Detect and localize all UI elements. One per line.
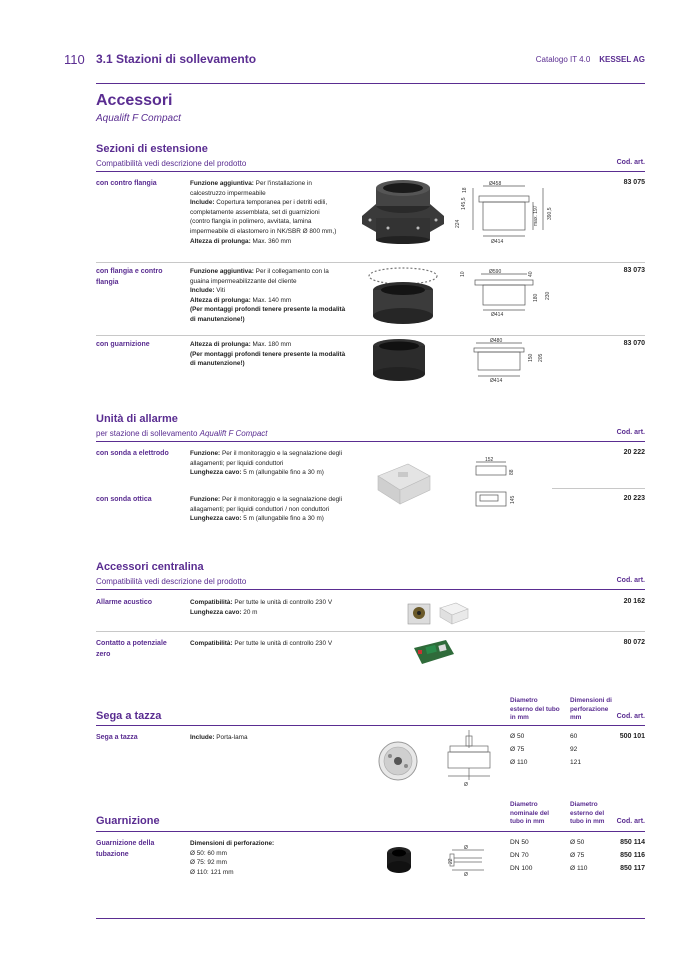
article-code: 850 116 — [620, 852, 645, 859]
cod-header-allarme: Cod. art. — [616, 429, 645, 436]
desc-line: impermeabile di elastomero in NK/SBR Ø 800 mm,) — [190, 227, 337, 235]
dim-label: Ø414 — [490, 378, 503, 384]
dim-label: 145,5 — [461, 197, 467, 210]
dim-label: 205 — [538, 353, 544, 362]
dim-label: 88 — [509, 469, 515, 475]
article-code: 850 117 — [620, 865, 645, 872]
seal-extension-photo — [370, 338, 428, 386]
potential-free-contact-photo — [410, 636, 458, 670]
desc-line: guaina impermeabilizzante del cliente — [190, 277, 297, 285]
desc-line: (Per montaggi profondi tenere presente la modalità — [190, 306, 346, 314]
row-label: Sega a tazza — [96, 734, 138, 741]
extension-flange-photo — [358, 178, 448, 244]
desc-line: Funzione aggiuntiva: Per il collegamento con la — [190, 268, 329, 275]
seal-extension-drawing — [462, 336, 552, 386]
dim-label: 180 — [533, 293, 539, 302]
article-code: 20 162 — [623, 598, 645, 605]
dim-label: Ø480 — [490, 338, 503, 344]
section-rule — [96, 831, 645, 832]
dim-label: Ø — [464, 872, 468, 878]
article-code: 83 073 — [623, 267, 645, 274]
row-description — [190, 598, 360, 617]
desc-line: Altezza di prolunga: Max. 360 mm — [190, 237, 292, 245]
company-name: KESSEL AG — [599, 55, 645, 64]
alarm-electrode-drawing — [468, 456, 518, 480]
hole-saw-drawing — [436, 728, 506, 788]
table-cell: 92 — [570, 746, 578, 753]
extension-flange-drawing — [453, 178, 553, 244]
table-cell: Ø 50 — [510, 733, 525, 740]
desc-line: di manutenzione!) — [190, 315, 245, 323]
col-header-diam: Diametro esterno del tubo in mm — [510, 697, 560, 722]
section-heading-sega: Sega a tazza — [96, 710, 162, 722]
article-code: 80 072 — [623, 639, 645, 646]
article-code: 850 114 — [620, 839, 645, 846]
cod-header-guarnizione: Cod. art. — [616, 818, 645, 825]
row-description — [190, 449, 360, 478]
section-rule — [96, 725, 645, 726]
desc-line: Dimensioni di perforazione: — [190, 840, 275, 847]
article-code: 83 070 — [623, 340, 645, 347]
dim-label: Ø458 — [489, 181, 502, 187]
catalog-info — [536, 55, 645, 64]
row-divider — [96, 262, 645, 263]
row-label: con sonda ottica — [96, 496, 152, 503]
article-code: 83 075 — [623, 179, 645, 186]
catalog-label: Catalogo IT 4.0 — [535, 55, 591, 64]
desc-line: allagamenti; per liquidi conduttori / non conduttori — [190, 505, 330, 513]
dim-label: 150 — [528, 353, 534, 362]
section-heading-sezioni: Sezioni di estensione — [96, 143, 208, 155]
col-header-perf: Dimensioni di perforazione mm — [570, 697, 612, 722]
dim-label: 18 — [462, 187, 468, 193]
section-sub-centralina: Compatibilità vedi descrizione del prodotto — [96, 577, 247, 586]
dim-label: 10 — [460, 271, 466, 277]
dim-label: Ø414 — [491, 239, 504, 244]
dim-label: Ø — [464, 845, 468, 851]
desc-line: Include: Copertura temporanea per i detriti edili, — [190, 199, 328, 207]
desc-line: Lunghezza cavo: 5 m (allungabile fino a 30 m) — [190, 515, 324, 523]
desc-line: Compatibilità: Per tutte le unità di controllo 230 V — [190, 599, 333, 606]
alarm-unit-photo — [374, 458, 434, 506]
row-description — [190, 495, 360, 524]
article-code: 20 222 — [623, 449, 645, 456]
pipe-seal-photo — [384, 844, 414, 876]
desc-line: Ø 110: 121 mm — [190, 868, 234, 876]
section-sub-sezioni: Compatibilità vedi descrizione del prodotto — [96, 159, 247, 168]
row-divider — [552, 488, 645, 489]
row-description: Include: Porta-lama — [190, 734, 248, 741]
desc-line: (Per montaggi profondi tenere presente la modalità — [190, 350, 346, 358]
row-description — [190, 267, 356, 325]
desc-line: di manutenzione!) — [190, 360, 245, 368]
row-label: Contatto a potenziale zero — [96, 640, 167, 658]
section-heading-allarme: Unità di allarme — [96, 413, 178, 425]
desc-line: Funzione: Per il monitoraggio e la segnalazione degli — [190, 496, 343, 503]
section-rule — [96, 171, 645, 172]
row-label: con flangia e contro flangia — [96, 268, 163, 286]
table-cell: Ø 50 — [570, 839, 585, 846]
desc-line: calcestruzzo impermeabile — [190, 189, 266, 197]
flange-counterflange-photo — [366, 266, 440, 328]
row-label: Guarnizione della tubazione — [96, 840, 155, 858]
table-cell: 121 — [570, 759, 582, 766]
desc-line: Ø 50: 60 mm — [190, 849, 227, 857]
col-header-external: Diametro esterno del tubo in mm — [570, 801, 605, 826]
section-rule — [96, 441, 645, 442]
alarm-optical-drawing — [468, 486, 518, 512]
table-cell: Ø 110 — [510, 759, 528, 766]
table-cell: DN 100 — [510, 865, 533, 872]
article-code: 20 223 — [623, 495, 645, 502]
table-cell: DN 70 — [510, 852, 529, 859]
dim-label: 230 — [545, 291, 551, 300]
pipe-seal-drawing — [440, 842, 490, 878]
section-rule — [96, 589, 645, 590]
cod-header-sezioni: Cod. art. — [616, 159, 645, 166]
footer-rule — [96, 918, 645, 919]
desc-line: (contro flangia in polimero, avvitata, lamina — [190, 218, 312, 226]
section-heading-guarnizione: Guarnizione — [96, 815, 160, 827]
desc-line: completamente assemblata, set di guarnizioni — [190, 208, 320, 216]
row-description — [190, 340, 356, 369]
table-cell: Ø 110 — [570, 865, 588, 872]
row-label: con guarnizione — [96, 341, 150, 348]
cod-header-sega: Cod. art. — [616, 713, 645, 720]
desc-line: Funzione: Per il monitoraggio e la segnalazione degli — [190, 450, 343, 457]
col-header-nominal: Diametro nominale del tubo in mm — [510, 801, 550, 826]
row-divider — [96, 335, 645, 336]
cod-header-centralina: Cod. art. — [616, 577, 645, 584]
row-divider — [96, 631, 645, 632]
article-code: 500 101 — [619, 733, 645, 740]
desc-line: Altezza di prolunga: Max. 180 mm — [190, 341, 292, 348]
page-number: 110 — [64, 52, 85, 67]
dim-label: Ø590 — [489, 269, 502, 275]
desc-line: Funzione aggiuntiva: Per l'installazione in — [190, 180, 312, 187]
row-label: Allarme acustico — [96, 599, 153, 606]
row-description — [190, 179, 356, 246]
desc-line: Compatibilità: Per tutte le unità di controllo 230 V — [190, 640, 333, 647]
table-cell: DN 50 — [510, 839, 529, 846]
dim-label: 40 — [528, 271, 534, 277]
desc-line: allagamenti; per liquidi conduttori — [190, 459, 284, 467]
dim-label: 22 — [448, 858, 454, 864]
dim-label: 145 — [510, 495, 516, 504]
desc-line: Lunghezza cavo: 5 m (allungabile fino a 30 m) — [190, 469, 324, 477]
dim-label: 224 — [455, 219, 461, 228]
table-cell: 60 — [570, 733, 578, 740]
page-title: Accessori — [96, 92, 173, 109]
page-subtitle: Aqualift F Compact — [96, 113, 181, 124]
dim-label: max. 197 — [533, 205, 539, 226]
dim-label: 390,5 — [547, 207, 553, 220]
row-description — [190, 639, 360, 649]
acoustic-alarm-photo — [406, 600, 470, 628]
desc-line: Ø 75: 92 mm — [190, 859, 227, 867]
desc-line: Lunghezza cavo: 20 m — [190, 608, 258, 616]
hole-saw-photo — [376, 740, 420, 782]
dim-label: 152 — [485, 457, 494, 463]
section-title: 3.1 Stazioni di sollevamento — [96, 52, 257, 66]
table-cell: Ø 75 — [510, 746, 525, 753]
desc-line: Altezza di prolunga: Max. 140 mm — [190, 296, 292, 304]
row-description — [190, 839, 356, 877]
header-rule — [96, 83, 645, 84]
table-cell: Ø 75 — [570, 852, 585, 859]
dim-label: Ø — [464, 782, 468, 788]
section-heading-centralina: Accessori centralina — [96, 561, 204, 573]
row-label: con sonda a elettrodo — [96, 450, 169, 457]
flange-counterflange-drawing — [453, 266, 553, 318]
dim-label: Ø414 — [491, 312, 504, 318]
row-label: con contro flangia — [96, 180, 157, 187]
desc-line: Include: Viti — [190, 287, 226, 295]
section-sub-allarme: per stazione di sollevamento Aqualift F Compact — [96, 429, 268, 438]
